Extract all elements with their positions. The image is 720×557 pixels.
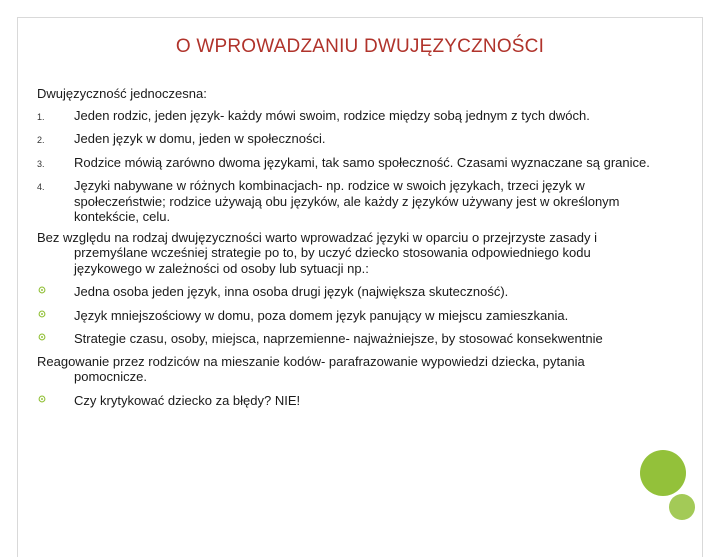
bullet-item-4 [37,393,657,409]
slide-title: O WPROWADZANIU DWUJĘZYCZNOŚCI [175,36,545,57]
bullet-item-1 [37,284,657,300]
green-circle-decoration [640,450,686,496]
small-green-circle-decoration [669,494,695,520]
flower-bullet-icon [38,310,46,318]
item-text: Jeden język w domu, jeden w społeczności. [74,131,326,146]
flower-bullet-icon [38,333,46,341]
reaction-paragraph: Reagowanie przez rodziców na mieszanie kodów- parafrazowanie wypowiedzi dziecka, pytania pomocnicze. [37,353,585,384]
bullet-text: Jedna osoba jeden język, inna osoba drugi język (największa skuteczność). [74,284,509,299]
numbered-item-4 [37,178,657,225]
item-text: Rodzice mówią zarówno dwoma językami, tak samo społeczność. Czasami wyznaczane są granice. [74,154,650,170]
bullet-text: Czy krytykować dziecko za błędy? NIE! [74,392,301,408]
numbered-item-2 [37,131,657,147]
item-number: 3. [37,158,45,169]
numbered-item-1 [37,108,657,124]
intro-text: Dwujęzyczność jednoczesna: [37,86,207,101]
bullet-item-2 [37,308,657,324]
item-text: Jeden rodzic, jeden język- każdy mówi swoim, rodzice między sobą jednym z tych dwóch. [74,107,590,123]
item-number: 4. [37,182,45,192]
strategy-paragraph: Bez względu na rodzaj dwujęzyczności warto wprowadzać języki w oparciu o przejrzyste zasady i przemyślane wcześniej strategie po to, by uczyć dziecko stosowania odpowiedniego kodu językowego w zależności od osoby lub sytuacji np.: [37,229,597,276]
bullet-text: Strategie czasu, osoby, miejsca, naprzemienne- najważniejsze, by stosować konsekwentnie [74,331,603,346]
numbered-item-3 [37,155,657,171]
flower-bullet-icon [38,395,46,403]
slide-content [37,86,657,408]
item-number: 2. [37,135,45,145]
bullet-text: Język mniejszościowy w domu, poza domem język panujący w miejscu zamieszkania. [74,307,569,323]
item-text: Języki nabywane w różnych kombinacjach- np. rodzice w swoich językach, trzeci język w społeczeństwie; rodzice używają obu języków, ale każdy z języków używany jest w określonym kontekście, celu. [74,178,620,224]
bullet-item-3 [37,331,657,347]
item-number: 1. [37,111,45,122]
flower-bullet-icon [38,286,46,294]
